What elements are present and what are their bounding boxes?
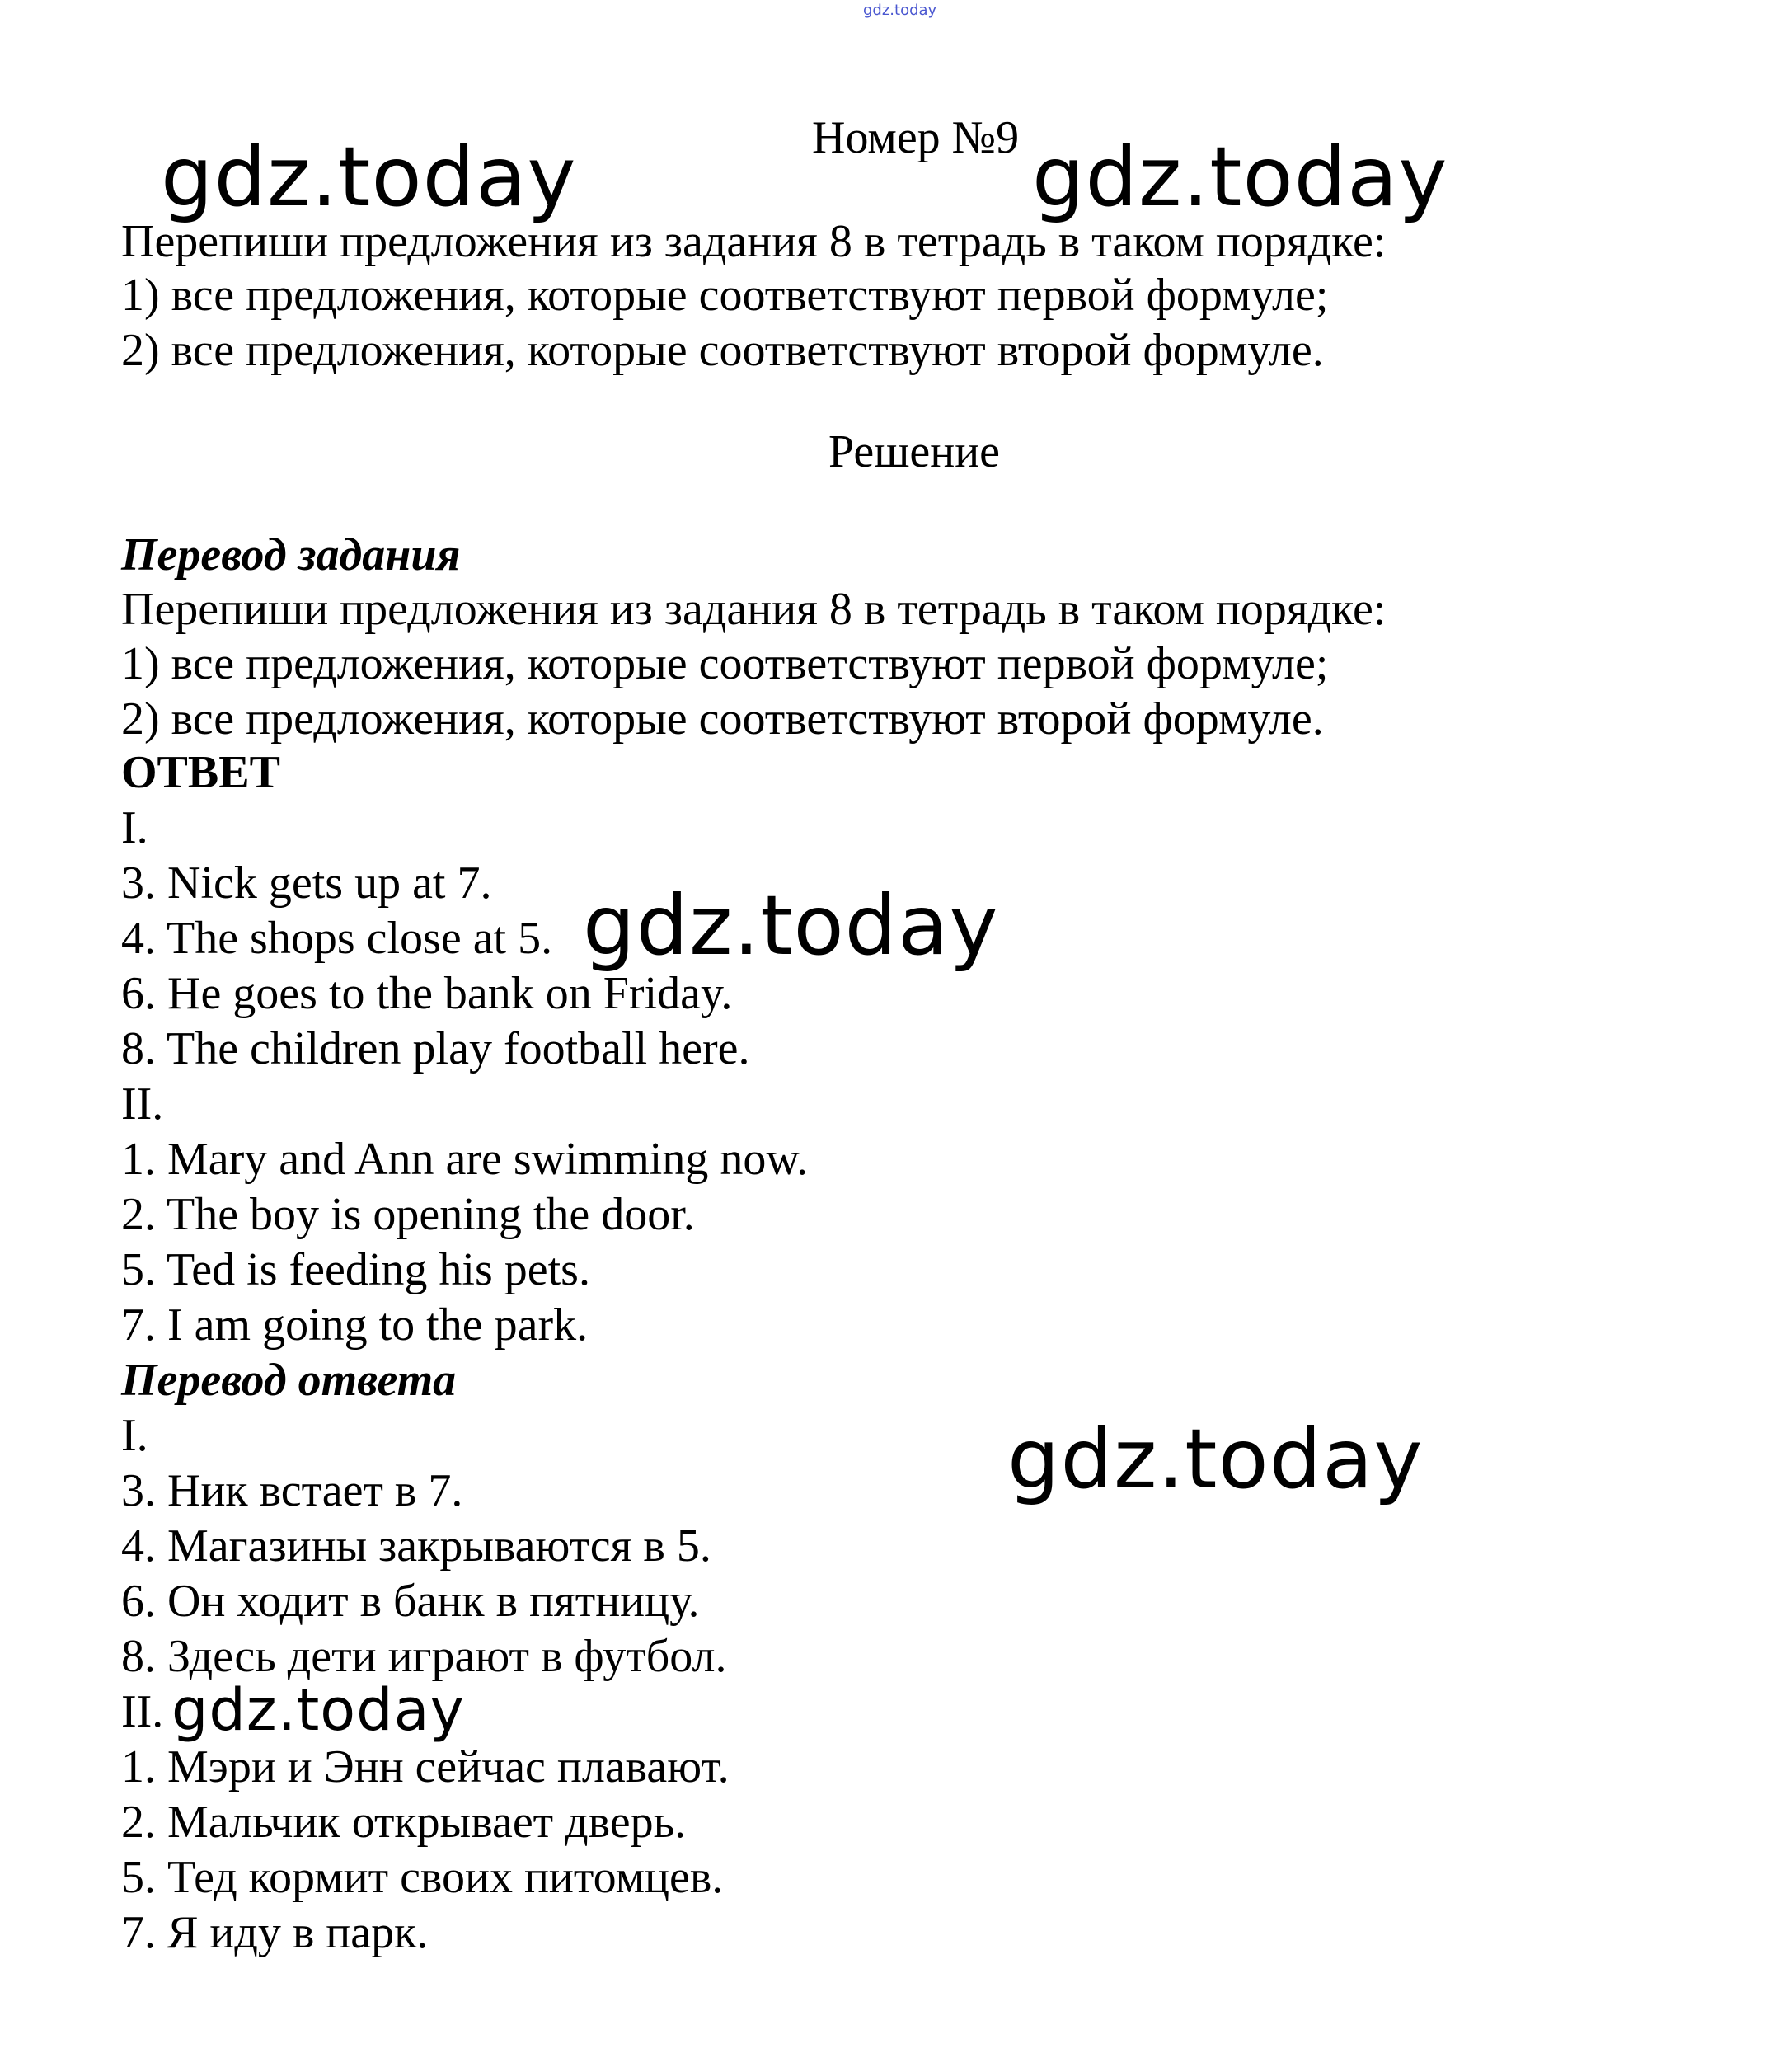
- task-line-3: 2) все предложения, которые соответствуют второй формуле.: [121, 325, 1324, 376]
- answer-item: 8. The children play football here.: [121, 1023, 750, 1074]
- watermark: gdz.today: [161, 129, 577, 225]
- task-line-2: 1) все предложения, которые соответствуют первой формуле;: [121, 270, 1329, 321]
- answer-item: 5. Ted is feeding his pets.: [121, 1244, 590, 1295]
- translation-task-line-2: 1) все предложения, которые соответствуют первой формуле;: [121, 638, 1329, 689]
- answer-translation-item: 3. Ник встает в 7.: [121, 1465, 463, 1516]
- header-watermark: gdz.today: [863, 2, 937, 19]
- answer-translation-item: 6. Он ходит в банк в пятницу.: [121, 1576, 700, 1627]
- answer-translation-item: 5. Тед кормит своих питомцев.: [121, 1852, 724, 1903]
- answer-translation-group-2-label: II.: [121, 1686, 164, 1737]
- answer-item: 3. Nick gets up at 7.: [121, 857, 492, 909]
- answer-translation-heading: Перевод ответа: [121, 1355, 457, 1406]
- answer-group-1-label: I.: [121, 802, 148, 853]
- watermark: gdz.today: [1007, 1411, 1424, 1507]
- answer-item: 1. Mary and Ann are swimming now.: [121, 1134, 809, 1185]
- answer-item: 6. He goes to the bank on Friday.: [121, 968, 733, 1019]
- solution-heading: Решение: [828, 426, 1001, 477]
- watermark: gdz.today: [171, 1676, 465, 1744]
- answer-translation-item: 8. Здесь дети играют в футбол.: [121, 1631, 727, 1682]
- answer-item: 4. The shops close at 5.: [121, 913, 553, 964]
- answer-translation-group-1-label: I.: [121, 1410, 148, 1461]
- translation-task-line-1: Перепиши предложения из задания 8 в тетрадь в таком порядке:: [121, 584, 1387, 635]
- translation-task-heading: Перевод задания: [121, 529, 461, 580]
- answer-translation-item: 7. Я иду в парк.: [121, 1907, 429, 1958]
- watermark: gdz.today: [1032, 129, 1448, 225]
- translation-task-line-3: 2) все предложения, которые соответствуют второй формуле.: [121, 693, 1324, 745]
- watermark: gdz.today: [583, 877, 999, 974]
- answer-item: 7. I am going to the park.: [121, 1299, 589, 1351]
- answer-heading: ОТВЕТ: [121, 747, 280, 798]
- answer-translation-item: 2. Мальчик открывает дверь.: [121, 1797, 687, 1848]
- answer-translation-item: 4. Магазины закрываются в 5.: [121, 1520, 711, 1572]
- answer-item: 2. The boy is opening the door.: [121, 1189, 695, 1240]
- answer-group-2-label: II.: [121, 1078, 164, 1130]
- page-title: Номер №9: [812, 112, 1020, 163]
- answer-translation-item: 1. Мэри и Энн сейчас плавают.: [121, 1741, 730, 1792]
- task-line-1: Перепиши предложения из задания 8 в тетрадь в таком порядке:: [121, 216, 1387, 267]
